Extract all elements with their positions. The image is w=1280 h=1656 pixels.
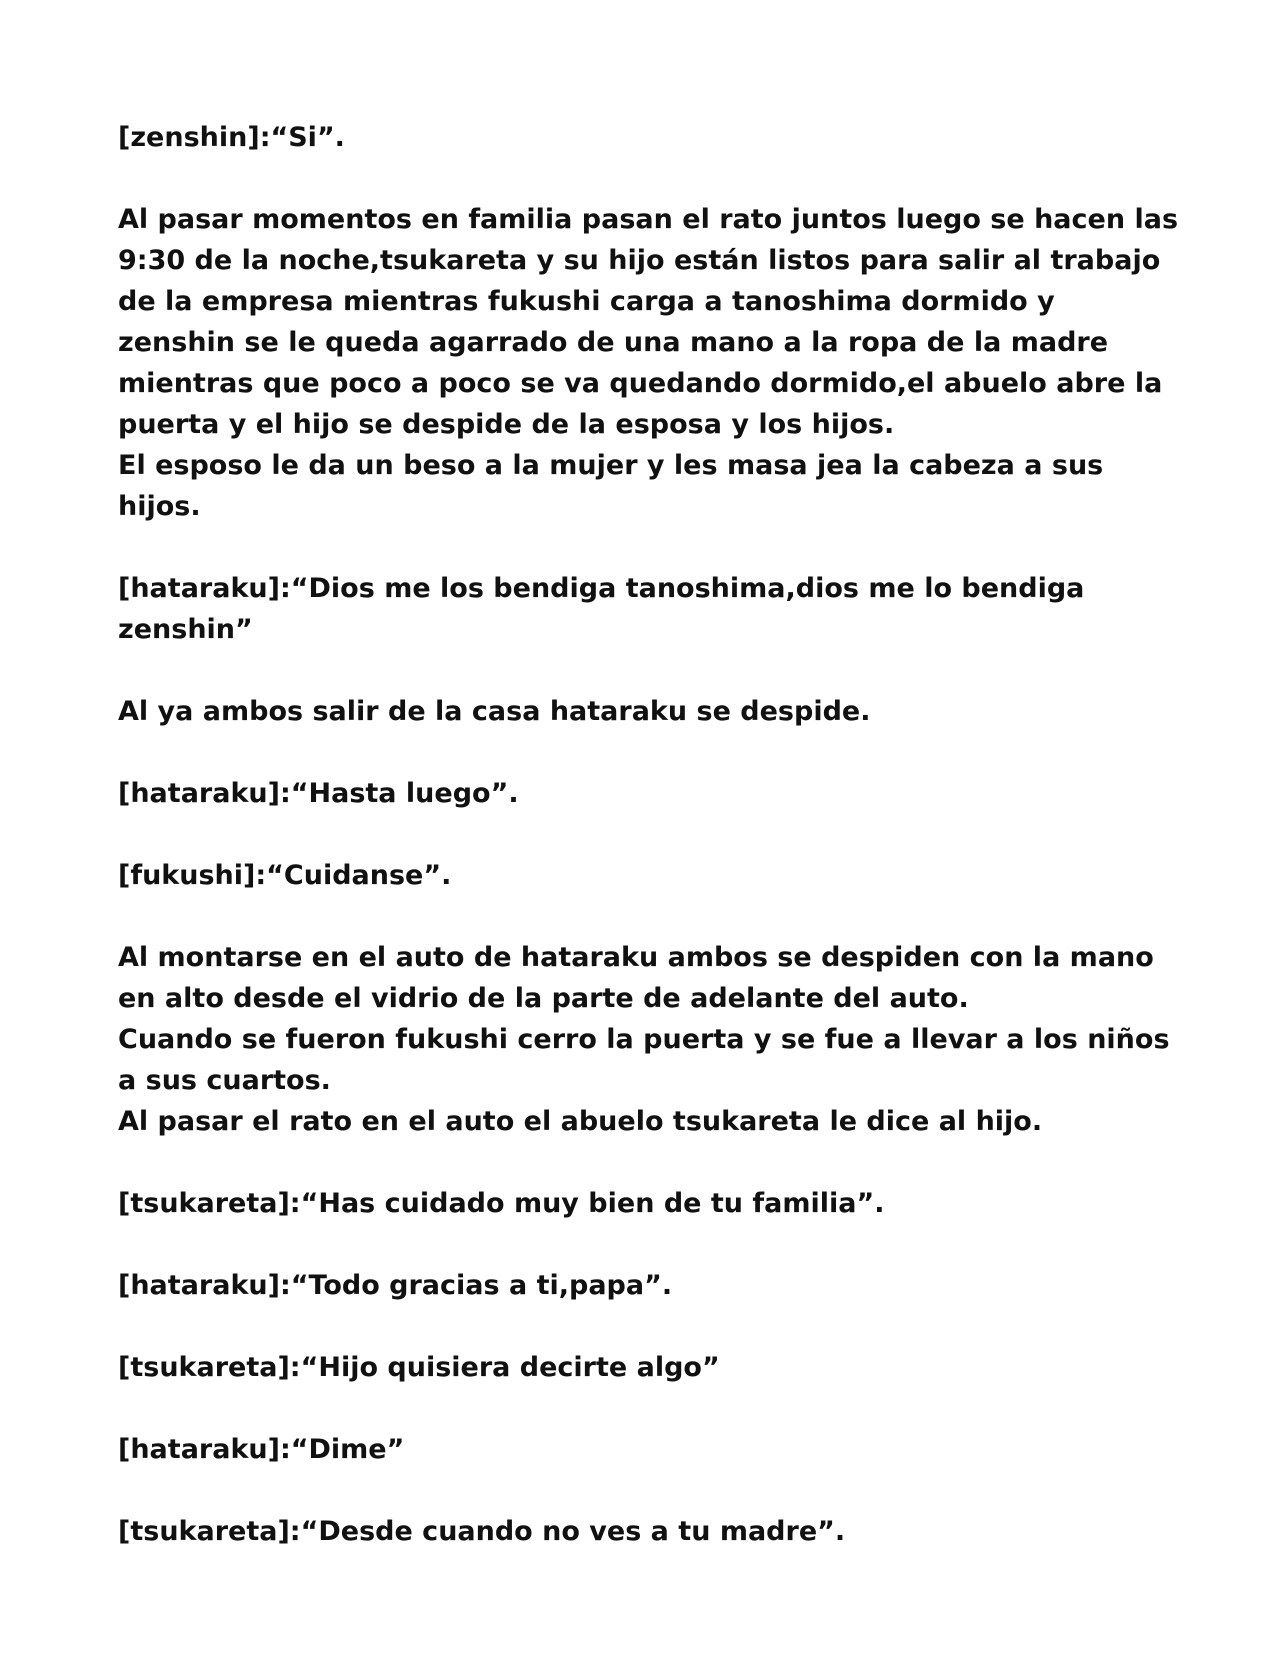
dialogue-line: [hataraku]:“Dios me los bendiga tanoshima,dios me lo bendiga zenshin” xyxy=(118,573,1085,645)
paragraph-gap xyxy=(118,814,1178,855)
narration-line: El esposo le da un beso a la mujer y les masa jea la cabeza a sus hijos. xyxy=(118,450,1104,522)
narration-line: Al montarse en el auto de hataraku ambos se despiden con la mano en alto desde el vidrio de la parte de adelante del auto. xyxy=(118,942,1154,1014)
dialogue-line: [hataraku]:“Hasta luego”. xyxy=(118,778,519,809)
paragraph-gap xyxy=(118,1306,1178,1347)
dialogue-line: [tsukareta]:“Has cuidado muy bien de tu familia”. xyxy=(118,1188,885,1219)
paragraph-gap xyxy=(118,527,1178,568)
paragraph-gap xyxy=(118,650,1178,691)
dialogue-line: [zenshin]:“Si”. xyxy=(118,122,345,153)
paragraph-gap xyxy=(118,1470,1178,1511)
dialogue-line: [tsukareta]:“Hijo quisiera decirte algo” xyxy=(118,1352,720,1383)
dialogue-line: [hataraku]:“Todo gracias a ti,papa”. xyxy=(118,1270,673,1301)
dialogue-line: [hataraku]:“Dime” xyxy=(118,1434,405,1465)
paragraph-gap xyxy=(118,158,1178,199)
document-body xyxy=(118,117,1178,1552)
paragraph-gap xyxy=(118,1142,1178,1183)
dialogue-line: [tsukareta]:“Desde cuando no ves a tu madre”. xyxy=(118,1516,846,1547)
narration-line: Al ya ambos salir de la casa hataraku se despide. xyxy=(118,696,871,727)
paragraph-gap xyxy=(118,1224,1178,1265)
paragraph-gap xyxy=(118,732,1178,773)
paragraph-gap xyxy=(118,1388,1178,1429)
paragraph-gap xyxy=(118,896,1178,937)
narration-line: Al pasar momentos en familia pasan el rato juntos luego se hacen las 9:30 de la noche,tsukareta y su hijo están listos para salir al trabajo de la empresa mientras fukushi carga a tanoshima dormido y zenshin se le queda agarrado de una mano a la ropa de la madre mientras que poco a poco se va quedando dormido,el abuelo abre la puerta y el hijo se despide de la esposa y los hijos. xyxy=(118,204,1179,440)
dialogue-line: [fukushi]:“Cuidanse”. xyxy=(118,860,452,891)
narration-line: Cuando se fueron fukushi cerro la puerta y se fue a llevar a los niños a sus cuartos. xyxy=(118,1024,1170,1096)
narration-line: Al pasar el rato en el auto el abuelo tsukareta le dice al hijo. xyxy=(118,1106,1043,1137)
